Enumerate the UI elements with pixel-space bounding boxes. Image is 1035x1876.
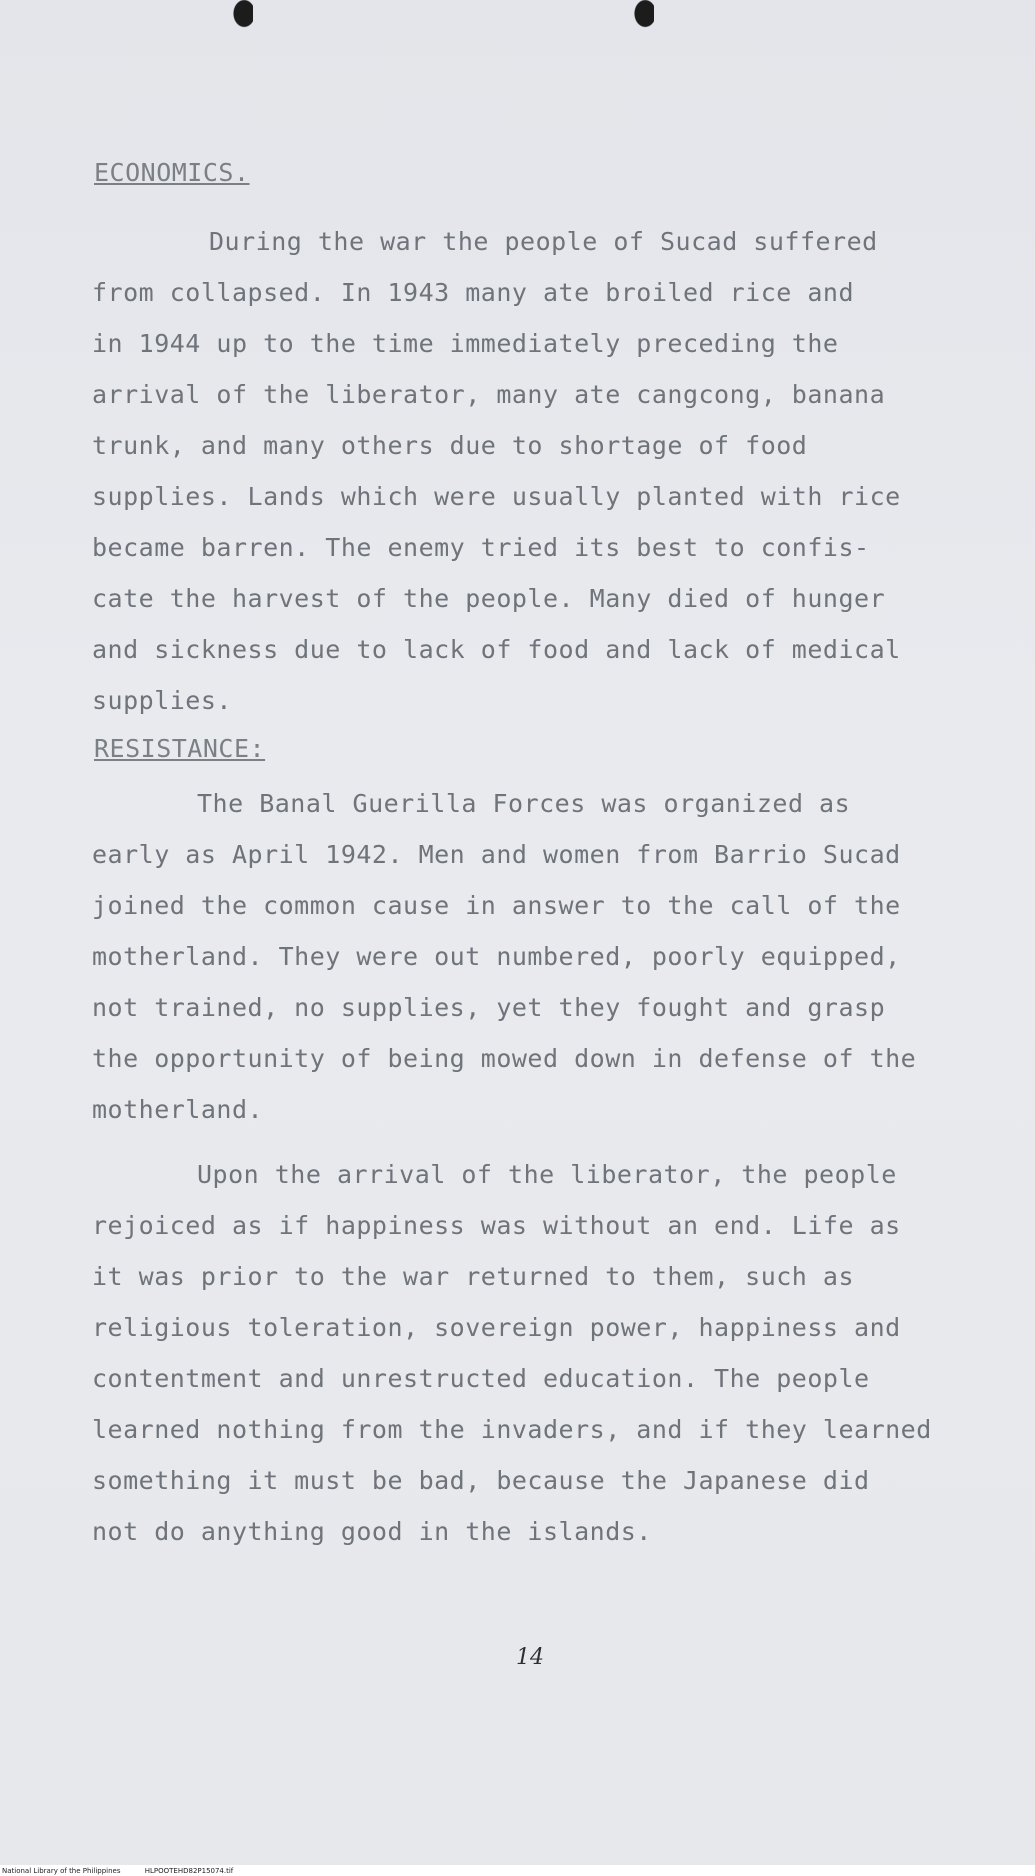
text-line: Upon the arrival of the liberator, the people <box>197 1160 897 1189</box>
text-line: cate the harvest of the people. Many died of hunger <box>92 584 886 613</box>
text-line: in 1944 up to the time immediately preceding the <box>92 329 839 358</box>
text-line: not do anything good in the islands. <box>92 1517 652 1546</box>
text-line: something it must be bad, because the Japanese did <box>92 1466 870 1495</box>
text-line: supplies. Lands which were usually planted with rice <box>92 482 901 511</box>
text-line: became barren. The enemy tried its best to confis- <box>92 533 870 562</box>
text-line: it was prior to the war returned to them, such as <box>92 1262 855 1291</box>
text-line: and sickness due to lack of food and lack of medical <box>92 635 901 664</box>
text-line: contentment and unrestructed education. The people <box>92 1364 870 1393</box>
text-line: joined the common cause in answer to the call of the <box>92 891 901 920</box>
text-line: During the war the people of Sucad suffered <box>209 227 878 256</box>
text-line: motherland. <box>92 1095 264 1124</box>
scan-filename: HLPOOTEHD82P15074.tif <box>144 1867 234 1875</box>
text-line: rejoiced as if happiness was without an end. Life as <box>92 1211 901 1240</box>
economics-heading: ECONOMICS. <box>94 158 250 187</box>
text-line: arrival of the liberator, many ate cangcong, banana <box>92 380 886 409</box>
text-line: not trained, no supplies, yet they fought and grasp <box>92 993 886 1022</box>
text-line: religious toleration, sovereign power, happiness and <box>92 1313 901 1342</box>
economics-paragraph <box>92 216 952 726</box>
typed-text-body <box>92 150 952 1557</box>
text-line: early as April 1942. Men and women from Barrio Sucad <box>92 840 901 869</box>
page-number: 14 <box>516 1645 544 1670</box>
text-line: motherland. They were out numbered, poorly equipped, <box>92 942 901 971</box>
resistance-paragraph-2 <box>92 1149 952 1557</box>
text-line: supplies. <box>92 686 232 715</box>
text-line: learned nothing from the invaders, and if they learned <box>92 1415 932 1444</box>
library-credit: National Library of the Philippines <box>2 1867 121 1875</box>
text-line: the opportunity of being mowed down in defense of the <box>92 1044 917 1073</box>
resistance-paragraph-1 <box>92 778 952 1135</box>
text-line: trunk, and many others due to shortage of food <box>92 431 808 460</box>
binder-hole-right <box>632 0 654 30</box>
resistance-heading: RESISTANCE: <box>94 734 266 763</box>
text-line: from collapsed. In 1943 many ate broiled rice and <box>92 278 855 307</box>
scan-footer <box>0 1866 1035 1876</box>
text-line: The Banal Guerilla Forces was organized as <box>197 789 851 818</box>
binder-hole-left <box>231 0 253 30</box>
